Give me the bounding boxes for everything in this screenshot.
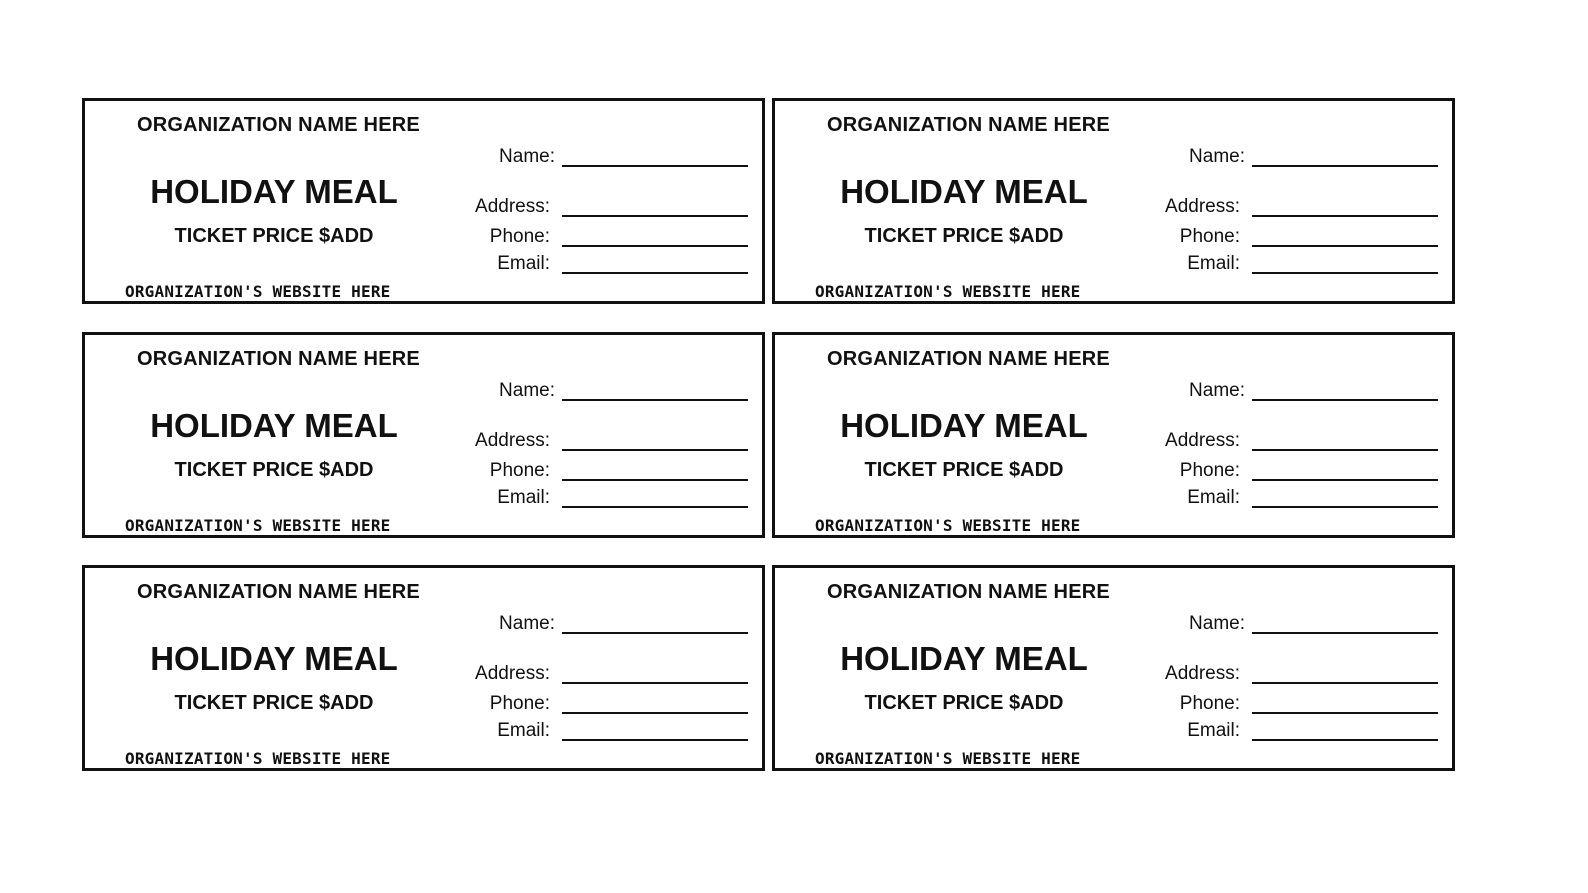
email-blank-line[interactable] (1252, 272, 1438, 274)
phone-label: Phone: (489, 226, 550, 247)
email-blank-line[interactable] (562, 739, 748, 741)
ticket-price: TICKET PRICE $ADD (174, 459, 374, 481)
phone-blank-line[interactable] (562, 245, 748, 247)
event-title: HOLIDAY MEAL (840, 640, 1088, 677)
phone-blank-line[interactable] (1252, 712, 1438, 714)
address-label: Address: (1165, 663, 1240, 684)
email-label: Email: (1187, 253, 1240, 274)
email-label: Email: (497, 487, 550, 508)
phone-label: Phone: (1179, 460, 1240, 481)
address-label: Address: (475, 430, 550, 451)
email-blank-line[interactable] (1252, 506, 1438, 508)
address-blank-line[interactable] (562, 215, 748, 217)
organization-website: ORGANIZATION'S WEBSITE HERE (815, 749, 1081, 768)
name-label: Name: (499, 146, 555, 167)
organization-website: ORGANIZATION'S WEBSITE HERE (125, 749, 391, 768)
phone-label: Phone: (489, 460, 550, 481)
event-title: HOLIDAY MEAL (840, 407, 1088, 444)
event-title: HOLIDAY MEAL (150, 640, 398, 677)
email-label: Email: (1187, 720, 1240, 741)
organization-website: ORGANIZATION'S WEBSITE HERE (125, 516, 391, 535)
organization-website: ORGANIZATION'S WEBSITE HERE (125, 282, 391, 301)
phone-blank-line[interactable] (562, 712, 748, 714)
organization-name: ORGANIZATION NAME HERE (827, 348, 1110, 370)
name-label: Name: (499, 613, 555, 634)
organization-website: ORGANIZATION'S WEBSITE HERE (815, 516, 1081, 535)
name-blank-line[interactable] (1252, 632, 1438, 634)
email-blank-line[interactable] (562, 506, 748, 508)
name-label: Name: (499, 380, 555, 401)
name-blank-line[interactable] (562, 632, 748, 634)
organization-website: ORGANIZATION'S WEBSITE HERE (815, 282, 1081, 301)
phone-blank-line[interactable] (1252, 479, 1438, 481)
organization-name: ORGANIZATION NAME HERE (827, 114, 1110, 136)
email-label: Email: (1187, 487, 1240, 508)
ticket-6 (772, 565, 1455, 771)
ticket-3 (82, 332, 765, 538)
phone-blank-line[interactable] (562, 479, 748, 481)
email-blank-line[interactable] (562, 272, 748, 274)
name-label: Name: (1189, 613, 1245, 634)
phone-label: Phone: (1179, 226, 1240, 247)
organization-name: ORGANIZATION NAME HERE (137, 348, 420, 370)
ticket-1 (82, 98, 765, 304)
address-blank-line[interactable] (562, 449, 748, 451)
ticket-price: TICKET PRICE $ADD (174, 225, 374, 247)
ticket-2 (772, 98, 1455, 304)
name-label: Name: (1189, 380, 1245, 401)
email-label: Email: (497, 253, 550, 274)
event-title: HOLIDAY MEAL (150, 407, 398, 444)
ticket-price: TICKET PRICE $ADD (174, 692, 374, 714)
name-blank-line[interactable] (562, 399, 748, 401)
email-blank-line[interactable] (1252, 739, 1438, 741)
organization-name: ORGANIZATION NAME HERE (137, 581, 420, 603)
ticket-5 (82, 565, 765, 771)
name-blank-line[interactable] (1252, 165, 1438, 167)
organization-name: ORGANIZATION NAME HERE (827, 581, 1110, 603)
address-blank-line[interactable] (1252, 449, 1438, 451)
ticket-price: TICKET PRICE $ADD (864, 225, 1064, 247)
event-title: HOLIDAY MEAL (840, 173, 1088, 210)
email-label: Email: (497, 720, 550, 741)
name-blank-line[interactable] (1252, 399, 1438, 401)
organization-name: ORGANIZATION NAME HERE (137, 114, 420, 136)
address-blank-line[interactable] (1252, 215, 1438, 217)
address-label: Address: (1165, 196, 1240, 217)
ticket-4 (772, 332, 1455, 538)
address-label: Address: (475, 663, 550, 684)
phone-label: Phone: (1179, 693, 1240, 714)
name-blank-line[interactable] (562, 165, 748, 167)
address-label: Address: (1165, 430, 1240, 451)
ticket-price: TICKET PRICE $ADD (864, 692, 1064, 714)
ticket-price: TICKET PRICE $ADD (864, 459, 1064, 481)
address-blank-line[interactable] (562, 682, 748, 684)
phone-blank-line[interactable] (1252, 245, 1438, 247)
phone-label: Phone: (489, 693, 550, 714)
event-title: HOLIDAY MEAL (150, 173, 398, 210)
name-label: Name: (1189, 146, 1245, 167)
address-blank-line[interactable] (1252, 682, 1438, 684)
address-label: Address: (475, 196, 550, 217)
